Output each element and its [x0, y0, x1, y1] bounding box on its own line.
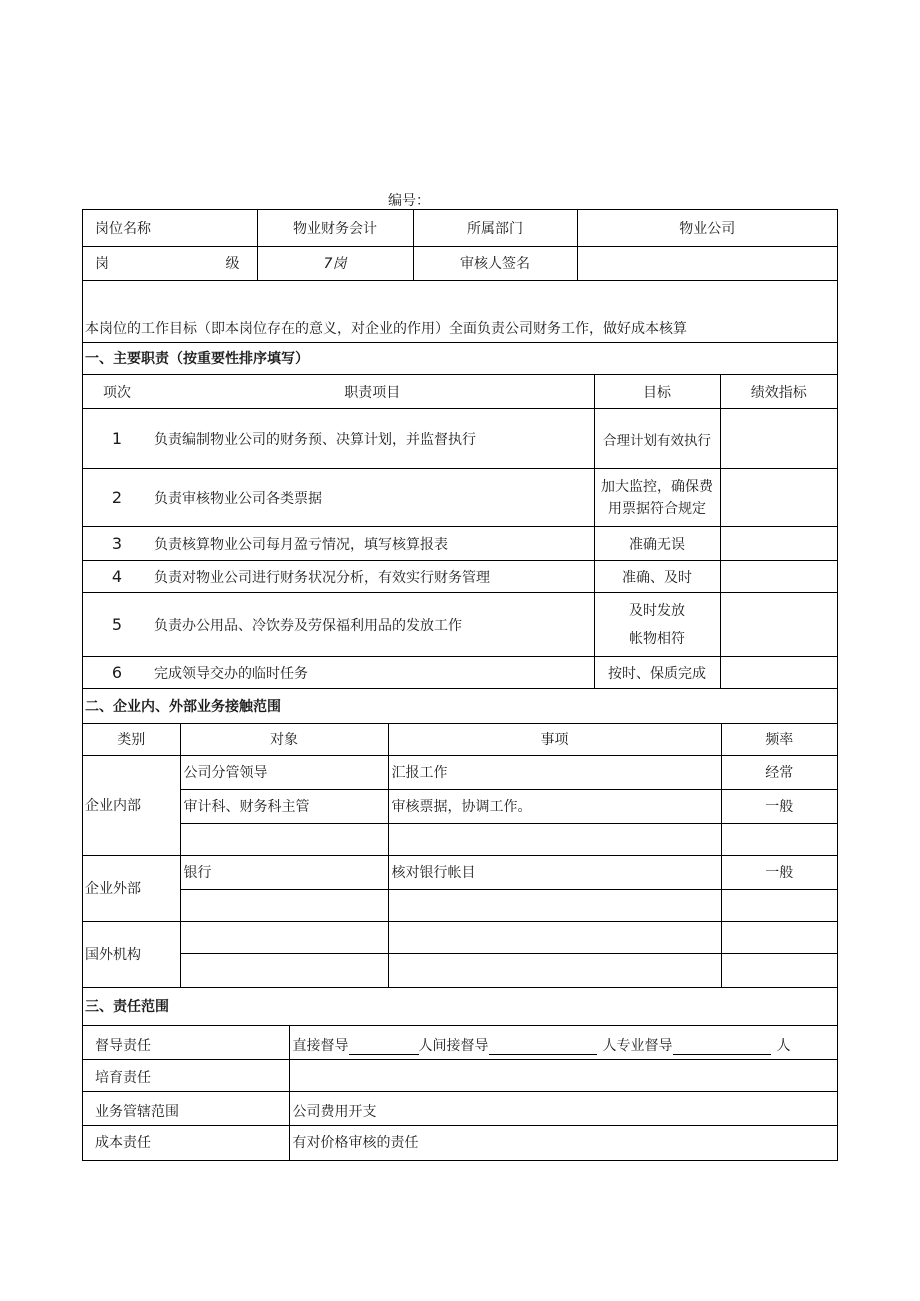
supervise-direct-blank[interactable]: [349, 1040, 419, 1055]
duties-table: [83, 343, 837, 690]
cost-value: 有对价格审核的责任: [289, 1126, 837, 1160]
duty-row: [83, 469, 837, 527]
duty-target: 准确、及时: [594, 561, 720, 593]
foreign-label: 国外机构: [83, 921, 180, 987]
contact-matter: 汇报工作: [388, 755, 721, 789]
col-item-header: 职责项目: [151, 375, 594, 409]
reviewer-signature[interactable]: [577, 246, 837, 280]
duty-no: 1: [83, 409, 151, 469]
duty-target: 准确无误: [594, 527, 720, 561]
responsibility-table: [83, 988, 837, 1160]
duty-row: [83, 657, 837, 689]
supervise-direct-label: 直接督导: [292, 1038, 349, 1054]
duty-item: 负责核算物业公司每月盈亏情况，填写核算报表: [151, 527, 594, 561]
col-object-header: 对象: [180, 723, 388, 755]
duty-kpi[interactable]: [720, 527, 837, 561]
contact-frequency: 经常: [721, 755, 837, 789]
contact-frequency: 一般: [721, 789, 837, 823]
train-label: 培育责任: [83, 1060, 289, 1092]
duty-kpi[interactable]: [720, 409, 837, 469]
duty-item: 负责对物业公司进行财务状况分析，有效实行财务管理: [151, 561, 594, 593]
scope-label: 业务管辖范围: [83, 1092, 289, 1126]
duty-no: 4: [83, 561, 151, 593]
contact-matter[interactable]: [388, 889, 721, 921]
section2-title: 二、企业内、外部业务接触范围: [83, 689, 837, 723]
contact-object: 银行: [180, 855, 388, 889]
duty-kpi[interactable]: [720, 469, 837, 527]
contact-object: 审计科、财务科主管: [180, 789, 388, 823]
dept-value: 物业公司: [577, 210, 837, 246]
scope-value: 公司费用开支: [289, 1092, 837, 1126]
job-description-form: [82, 209, 838, 1161]
contact-object[interactable]: [180, 921, 388, 953]
duty-row: [83, 561, 837, 593]
duty-no: 2: [83, 469, 151, 527]
supervise-label: 督导责任: [83, 1026, 289, 1060]
level-value: 7岗: [257, 246, 413, 280]
duty-no: 5: [83, 593, 151, 657]
contact-frequency[interactable]: [721, 823, 837, 855]
train-value[interactable]: [289, 1060, 837, 1092]
contact-matter[interactable]: [388, 921, 721, 953]
supervise-end-label: 人: [776, 1038, 791, 1054]
level-label-a: 岗: [95, 256, 109, 272]
section3-title: 三、责任范围: [83, 988, 837, 1026]
document-number-blank[interactable]: [434, 195, 528, 210]
duty-item: 完成领导交办的临时任务: [151, 657, 594, 689]
contact-matter[interactable]: [388, 823, 721, 855]
section1-title: 一、主要职责（按重要性排序填写）: [83, 343, 837, 375]
document-number: [388, 190, 528, 210]
duty-kpi[interactable]: [720, 561, 837, 593]
dept-label: 所属部门: [413, 210, 577, 246]
duty-no: 3: [83, 527, 151, 561]
contact-object: 公司分管领导: [180, 755, 388, 789]
duty-item: 负责审核物业公司各类票据: [151, 469, 594, 527]
contact-matter: 审核票据，协调工作。: [388, 789, 721, 823]
contact-row: [83, 953, 837, 987]
col-category-header: 类别: [83, 723, 180, 755]
duty-kpi[interactable]: [720, 593, 837, 657]
contact-matter[interactable]: [388, 953, 721, 987]
contact-frequency: 一般: [721, 855, 837, 889]
duty-target: 按时、保质完成: [594, 657, 720, 689]
supervise-value: [289, 1026, 837, 1060]
supervise-indirect-blank[interactable]: [489, 1040, 597, 1055]
contact-row: [83, 823, 837, 855]
contact-object[interactable]: [180, 953, 388, 987]
supervise-indirect-label: 人间接督导: [418, 1038, 489, 1054]
duty-target-line2: 帐物相符: [629, 630, 685, 647]
contact-row: [83, 921, 837, 953]
col-matter-header: 事项: [388, 723, 721, 755]
duty-target: 合理计划有效执行: [594, 409, 720, 469]
contact-object[interactable]: [180, 889, 388, 921]
col-kpi-header: 绩效指标: [720, 375, 837, 409]
duty-row: [83, 593, 837, 657]
header-table: [83, 210, 837, 343]
post-name-value: 物业财务会计: [257, 210, 413, 246]
contact-row: [83, 889, 837, 921]
contacts-table: [83, 689, 837, 988]
contact-row: [83, 789, 837, 823]
col-no-header: 项次: [83, 375, 151, 409]
reviewer-label: 审核人签名: [413, 246, 577, 280]
contact-frequency[interactable]: [721, 921, 837, 953]
contact-frequency[interactable]: [721, 953, 837, 987]
external-label: 企业外部: [83, 855, 180, 921]
goal-text: 本岗位的工作目标（即本岗位存在的意义，对企业的作用）全面负责公司财务工作，做好成本核算: [85, 320, 687, 337]
duty-target: 加大监控，确保费用票据符合规定: [594, 469, 720, 527]
duty-no: 6: [83, 657, 151, 689]
cost-label: 成本责任: [83, 1126, 289, 1160]
post-name-label: 岗位名称: [83, 210, 257, 246]
duty-target: [594, 593, 720, 657]
contact-row: [83, 755, 837, 789]
internal-label: 企业内部: [83, 755, 180, 855]
contact-row: [83, 855, 837, 889]
duty-item: 负责办公用品、冷饮券及劳保福利用品的发放工作: [151, 593, 594, 657]
duty-target-line1: 及时发放: [629, 602, 685, 619]
level-label-b: 级: [225, 256, 240, 272]
contact-object[interactable]: [180, 823, 388, 855]
col-frequency-header: 频率: [721, 723, 837, 755]
col-target-header: 目标: [594, 375, 720, 409]
duty-item: 负责编制物业公司的财务预、决算计划，并监督执行: [151, 409, 594, 469]
supervise-pro-blank[interactable]: [673, 1040, 771, 1055]
goal-row: [83, 280, 837, 342]
contact-matter: 核对银行帐目: [388, 855, 721, 889]
contact-frequency[interactable]: [721, 889, 837, 921]
duty-kpi[interactable]: [720, 657, 837, 689]
level-label: [83, 246, 257, 280]
duty-row: [83, 527, 837, 561]
duty-row: [83, 409, 837, 469]
document-number-label: 编号：: [388, 193, 430, 209]
supervise-pro-label: 人专业督导: [602, 1038, 673, 1054]
